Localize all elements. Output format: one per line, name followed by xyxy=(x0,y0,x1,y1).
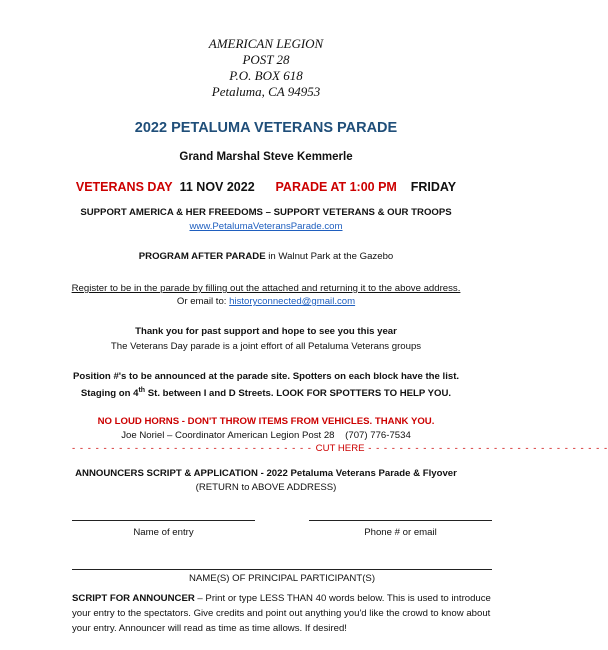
header-po-box: P.O. BOX 618 xyxy=(229,68,303,83)
participants-label: NAME(S) OF PRINCIPAL PARTICIPANT(S) xyxy=(188,573,376,584)
participants-line[interactable] xyxy=(72,569,492,570)
name-of-entry-label: Name of entry xyxy=(133,527,194,538)
warning-line: NO LOUD HORNS - DON'T THROW ITEMS FROM VEHICLES. THANK YOU. xyxy=(97,416,435,427)
event-weekday: FRIDAY xyxy=(410,180,457,194)
veterans-day-label: VETERANS DAY xyxy=(75,180,173,194)
parade-time: PARADE AT 1:00 PM xyxy=(275,180,397,194)
program-line xyxy=(0,250,532,263)
staging-line xyxy=(0,384,532,400)
website-link-row xyxy=(0,220,532,233)
event-line xyxy=(0,180,532,194)
header-org: AMERICAN LEGION xyxy=(208,36,324,51)
form-heading: ANNOUNCERS SCRIPT & APPLICATION - 2022 Petaluma Veterans Parade & Flyover xyxy=(75,468,457,479)
support-line: SUPPORT AMERICA & HER FREEDOMS – SUPPORT VETERANS & OUR TROOPS xyxy=(80,207,452,218)
website-link[interactable]: www.PetalumaVeteransParade.com xyxy=(189,221,343,232)
script-text: – Print or type LESS THAN 40 words below. This is used to introduce your entry to the spectators. Give credits and point out anything you'd like the crowd to know about your entry. Announcer will read as time as time allows. If desired! xyxy=(72,593,491,634)
header-post: POST 28 xyxy=(242,52,290,67)
parade-title: 2022 PETALUMA VETERANS PARADE xyxy=(134,120,398,136)
grand-marshal: Grand Marshal Steve Kemmerle xyxy=(179,151,353,163)
program-label: PROGRAM AFTER PARADE xyxy=(138,251,266,262)
coordinator-line: Joe Noriel – Coordinator American Legion Post 28 (707) 776-7534 xyxy=(121,430,411,441)
email-prefix: Or email to: xyxy=(176,296,230,307)
cut-here-label: CUT HERE xyxy=(315,443,365,454)
thanks-line: Thank you for past support and hope to see you this year xyxy=(135,326,397,337)
event-date: 11 NOV 2022 xyxy=(179,180,255,194)
form-return-note: (RETURN to ABOVE ADDRESS) xyxy=(195,482,337,493)
email-link[interactable]: historyconnected@gmail.com xyxy=(229,296,356,307)
joint-effort-line: The Veterans Day parade is a joint effort of all Petaluma Veterans groups xyxy=(110,341,422,352)
email-line xyxy=(0,295,532,308)
header-city: Petaluma, CA 94953 xyxy=(211,84,321,99)
staging-sup: th xyxy=(138,387,146,394)
staging-text-b: St. between I and D Streets. LOOK FOR SPOTTERS TO HELP YOU. xyxy=(145,388,452,400)
phone-email-line[interactable] xyxy=(309,520,492,521)
script-label: SCRIPT FOR ANNOUNCER xyxy=(72,593,195,604)
staging-text-a: Staging on 4 xyxy=(80,388,139,400)
cut-here-divider: - - - - - - - - - - - - - - - - - - - - - - - - - - - - - - - CUT HERE - - - - - - - - - - - - - - - - - - - - - - - - - - - - - - - xyxy=(72,443,608,454)
register-line: Register to be in the parade by filling out the attached and returning it to the above address. xyxy=(71,283,461,294)
position-line: Position #'s to be announced at the parade site. Spotters on each block have the list. xyxy=(72,371,460,382)
script-instructions xyxy=(72,591,496,636)
phone-email-label: Phone # or email xyxy=(364,527,437,538)
program-location: in Walnut Park at the Gazebo xyxy=(265,251,394,262)
name-of-entry-line[interactable] xyxy=(72,520,255,521)
